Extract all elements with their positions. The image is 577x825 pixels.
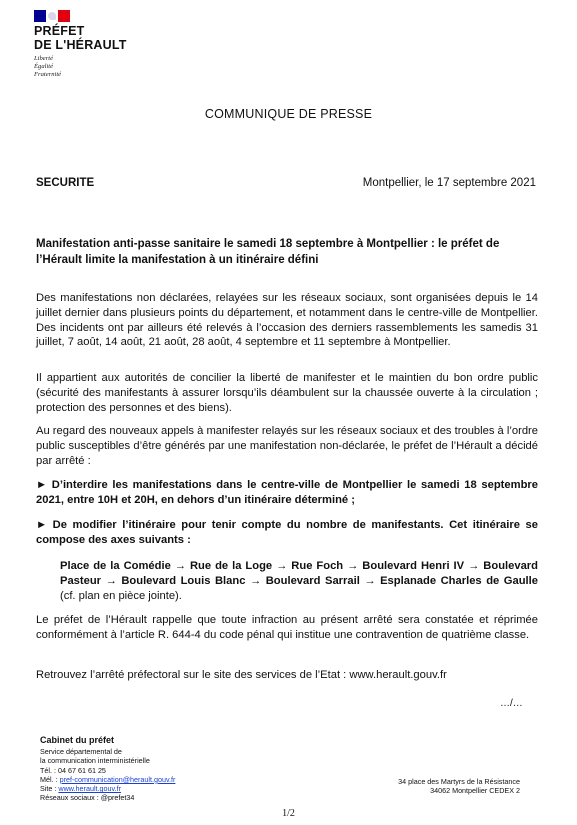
flag-blue-band — [34, 10, 46, 22]
flag-red-band — [58, 10, 70, 22]
document-title: COMMUNIQUE DE PRESSE — [204, 107, 373, 121]
republic-motto — [34, 55, 61, 79]
prefecture-name — [34, 24, 127, 52]
decision-itinerary: ► De modifier l’itinéraire pour tenir compte du nombre de manifestants. Cet itinéraire se compose des axes suivants : — [36, 519, 538, 546]
motto-liberte: Liberté — [34, 55, 54, 62]
decision-ban: ► D’interdire les manifestations dans le centre-ville de Montpellier le samedi 18 septembre 2021, entre 10H et 20H, en dehors d’un itinéraire déterminé ; — [36, 479, 538, 506]
website-line: Retrouvez l’arrêté préfectoral sur le site des services de l’Etat : www.herault.gouv.fr — [36, 669, 447, 681]
body-paragraph-3: Au regard des nouveaux appels à manifester relayés sur les réseaux sociaux et des troubles à l’ordre public susceptibles d’être générés par une manifestation non-déclarée, le préfet de l’Hérault a décidé par arrêté : — [36, 425, 538, 467]
email-label: Mél. : — [40, 774, 60, 784]
prefect-line-1: PRÉFET — [34, 24, 85, 38]
address-line-2: 34062 Montpellier CEDEX 2 — [430, 786, 520, 796]
service-line-1: Service départemental de — [40, 747, 122, 756]
press-headline: Manifestation anti-passe sanitaire le samedi 18 septembre à Montpellier : le préfet de l’Hérault limite la manifestation à un itinéraire défini — [36, 238, 500, 266]
postal-address — [350, 777, 520, 796]
motto-fraternite: Fraternité — [34, 71, 62, 78]
motto-egalite: Égalité — [34, 63, 54, 70]
telephone: Tél. : 04 67 61 61 25 — [40, 765, 106, 775]
route-description — [60, 559, 538, 603]
dateline: Montpellier, le 17 septembre 2021 — [362, 177, 536, 189]
social-networks: Réseaux sociaux : @prefet34 — [40, 793, 135, 803]
rubric-label: SECURITE — [36, 177, 95, 189]
body-paragraph-1: Des manifestations non déclarées, relayées sur les réseaux sociaux, sont organisées depuis le 14 juillet dernier dans plusieurs points du département, et notamment dans le centre-ville de Montpellier. Des incidents ont par ailleurs été relevés à l’occasion des derniers rassemblements les samedis 31 juillet, 7 août, 14 août, 21 août, 28 août, 4 septembre et 11 septembre à Montpellier. — [36, 292, 538, 349]
site-line — [40, 784, 175, 793]
email-link[interactable]: pref-communication@herault.gouv.fr — [59, 774, 176, 784]
page-number: 1/2 — [282, 808, 295, 819]
contact-block — [40, 747, 175, 803]
cabinet-title: Cabinet du préfet — [40, 735, 115, 745]
service-line-2: la communication interministérielle — [40, 756, 150, 766]
closing-paragraph: Le préfet de l’Hérault rappelle que toute infraction au présent arrêté sera constatée et réprimée conformément à l’article R. 644-4 du code pénal qui institue une contravention de quatrième classe. — [36, 614, 538, 641]
republic-flag-logo — [34, 10, 70, 22]
site-link[interactable]: www.herault.gouv.fr — [58, 784, 121, 794]
marianne-icon — [46, 10, 58, 22]
route-note: (cf. plan en pièce jointe). — [60, 589, 182, 602]
site-label: Site : — [40, 784, 59, 794]
route-axes: Place de la Comédie → Rue de la Loge → Rue Foch → Boulevard Henri IV → Boulevard Pasteur → Boulevard Louis Blanc → Boulevard Sarrail → Esplanade Charles de Gaulle — [60, 560, 538, 587]
email-line — [40, 775, 175, 784]
prefect-line-2: DE L'HÉRAULT — [34, 38, 127, 52]
continued-marker: …/… — [500, 698, 523, 709]
body-paragraph-2: Il appartient aux autorités de concilier la liberté de manifester et le maintien du bon ordre public (sécurité des manifestants à assurer lorsqu’ils déambulent sur la chaussée ouverte à la circulation ; protection des personnes et des biens). — [36, 372, 538, 414]
address-line-1: 34 place des Martyrs de la Résistance — [398, 777, 520, 786]
